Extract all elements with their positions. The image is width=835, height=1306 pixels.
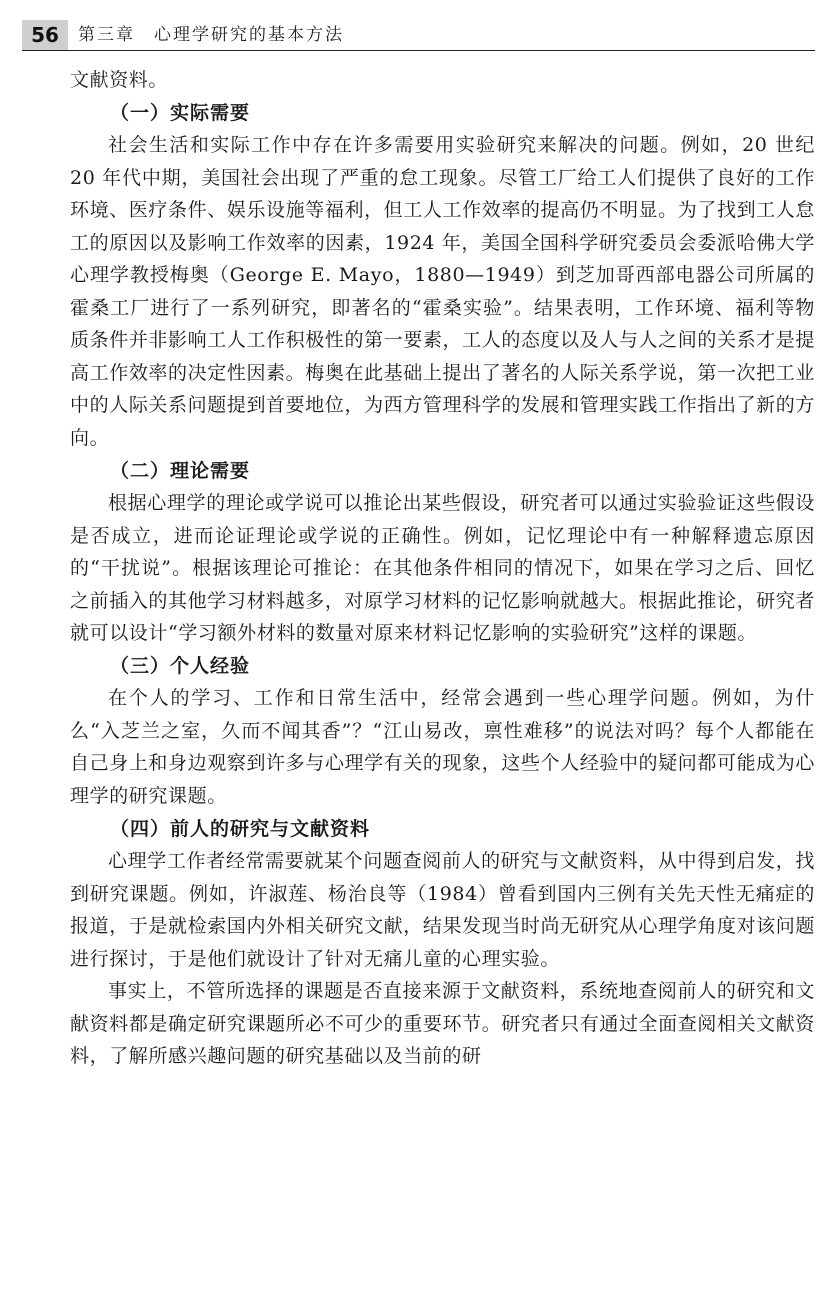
section-heading-3: （三）个人经验 bbox=[110, 654, 251, 677]
section-2-paragraph-1: 根据心理学的理论或学说可以推论出某些假设，研究者可以通过实验验证这些假设是否成立，进而论证理论或学说的正确性。例如，记忆理论中有一种解释遗忘原因的“干扰说”。根据该理论可推论：在其他条件相同的情况下，如果在学习之后、回忆之前插入的其他学习材料越多，对原学习材料的记忆影响就越大。根据此推论，研究者就可以设计“学习额外材料的数量对原来材料记忆影响的实验研究”这样的课题。 bbox=[70, 492, 815, 645]
section-heading-4: （四）前人的研究与文献资料 bbox=[110, 817, 371, 840]
section-3-paragraph-1: 在个人的学习、工作和日常生活中，经常会遇到一些心理学问题。例如，为什么“入芝兰之室，久而不闻其香”？“江山易改，禀性难移”的说法对吗？每个人都能在自己身上和身边观察到许多与心理学有关的现象，这些个人经验中的疑问都可能成为心理学的研究课题。 bbox=[70, 687, 815, 808]
section-heading-2: （二）理论需要 bbox=[110, 459, 251, 482]
chapter-title: 第三章 心理学研究的基本方法 bbox=[78, 25, 344, 45]
page-header bbox=[22, 20, 815, 51]
section-heading-1: （一）实际需要 bbox=[110, 101, 251, 124]
intro-fragment: 文献资料。 bbox=[70, 69, 169, 91]
page-body bbox=[70, 64, 815, 1073]
section-1-paragraph-1: 社会生活和实际工作中存在许多需要用实验研究来解决的问题。例如，20 世纪 20 年代中期，美国社会出现了严重的怠工现象。尽管工厂给工人们提供了良好的工作环境、医疗条件、娱乐设施等福利，但工人工作效率的提高仍不明显。为了找到工人怠工的原因以及影响工作效率的因素，1924 年，美国全国科学研究委员会委派哈佛大学心理学教授梅奥（George E. Mayo，1880—1949）到芝加哥西部电器公司所属的霍桑工厂进行了一系列研究，即著名的“霍桑实验”。结果表明，工作环境、福利等物质条件并非影响工人工作积极性的第一要素，工人的态度以及人与人之间的关系才是提高工作效率的决定性因素。梅奥在此基础上提出了著名的人际关系学说，第一次把工业中的人际关系问题提到首要地位，为西方管理科学的发展和管理实践工作指出了新的方向。 bbox=[70, 134, 815, 450]
page-number: 56 bbox=[22, 20, 68, 50]
section-4-paragraph-1: 心理学工作者经常需要就某个问题查阅前人的研究与文献资料，从中得到启发，找到研究课题。例如，许淑莲、杨治良等（1984）曾看到国内三例有关先天性无痛症的报道，于是就检索国内外相关研究文献，结果发现当时尚无研究从心理学角度对该问题进行探讨，于是他们就设计了针对无痛儿童的心理实验。 bbox=[70, 850, 815, 970]
section-4-paragraph-2: 事实上，不管所选择的课题是否直接来源于文献资料，系统地查阅前人的研究和文献资料都是确定研究课题所必不可少的重要环节。研究者只有通过全面查阅相关文献资料，了解所感兴趣问题的研究基础以及当前的研 bbox=[70, 980, 815, 1068]
